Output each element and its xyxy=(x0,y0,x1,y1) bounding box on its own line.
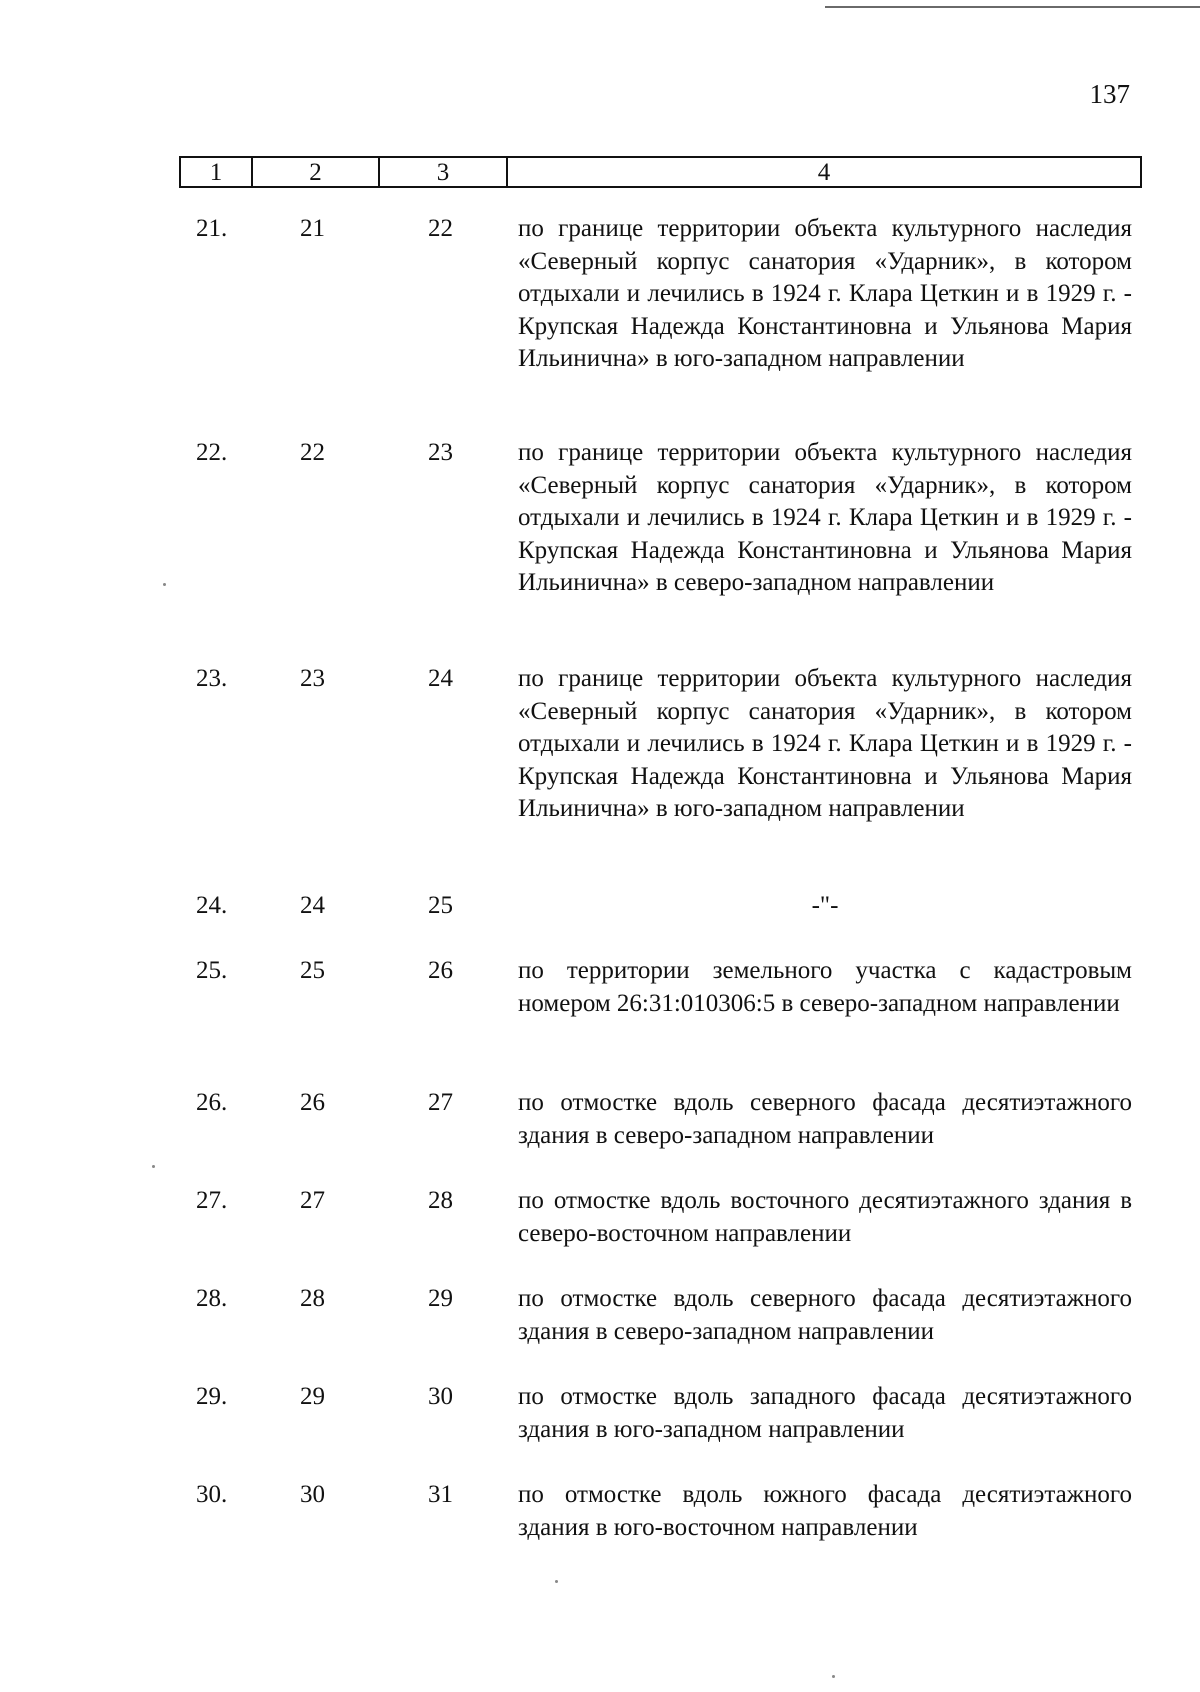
row-number: 30. xyxy=(196,1481,228,1508)
scan-speck xyxy=(163,583,166,586)
end-point: 27 xyxy=(428,1089,453,1116)
start-point: 26 xyxy=(300,1089,325,1116)
boundary-description: по отмостке вдоль северного фасада десятиэтажного здания в северо-западном направлении xyxy=(518,1285,1132,1345)
start-point: 25 xyxy=(300,957,325,984)
boundary-description: по отмостке вдоль восточного десятиэтажного здания в северо-восточном направлении xyxy=(518,1187,1132,1247)
start-point: 23 xyxy=(300,665,325,692)
row-number: 25. xyxy=(196,957,228,984)
row-number: 23. xyxy=(196,665,228,692)
boundary-description: по границе территории объекта культурного наследия «Северный корпус санатория «Ударник», в котором отдыхали и лечились в 1924 г. Клара Цеткин и в 1929 г. - Крупская Надежда Константиновна и Ульянова Мария Ильинична» в юго-западном направлении xyxy=(518,665,1132,822)
scan-speck xyxy=(832,1675,835,1678)
row-number: 22. xyxy=(196,439,228,466)
start-point: 22 xyxy=(300,439,325,466)
end-point: 25 xyxy=(428,892,453,919)
header-col-2: 2 xyxy=(253,158,380,186)
end-point: 28 xyxy=(428,1187,453,1214)
end-point: 24 xyxy=(428,665,453,692)
row-number: 28. xyxy=(196,1285,228,1312)
boundary-description: по территории земельного участка с кадастровым номером 26:31:010306:5 в северо-западном направлении xyxy=(518,957,1132,1017)
row-number: 21. xyxy=(196,215,228,242)
start-point: 21 xyxy=(300,215,325,242)
end-point: 26 xyxy=(428,957,453,984)
row-number: 24. xyxy=(196,892,228,919)
scan-speck xyxy=(152,1165,155,1168)
table-header xyxy=(179,156,1142,188)
header-col-1: 1 xyxy=(181,158,253,186)
end-point: 30 xyxy=(428,1383,453,1410)
end-point: 29 xyxy=(428,1285,453,1312)
start-point: 28 xyxy=(300,1285,325,1312)
end-point: 31 xyxy=(428,1481,453,1508)
start-point: 30 xyxy=(300,1481,325,1508)
page-number: 137 xyxy=(1089,79,1130,109)
start-point: 24 xyxy=(300,892,325,919)
ditto-mark: -"- xyxy=(811,892,839,919)
row-number: 29. xyxy=(196,1383,228,1410)
start-point: 29 xyxy=(300,1383,325,1410)
end-point: 23 xyxy=(428,439,453,466)
boundary-description: по границе территории объекта культурного наследия «Северный корпус санатория «Ударник», в котором отдыхали и лечились в 1924 г. Клара Цеткин и в 1929 г. - Крупская Надежда Константиновна и Ульянова Мария Ильинична» в юго-западном направлении xyxy=(518,215,1132,372)
start-point: 27 xyxy=(300,1187,325,1214)
header-col-4: 4 xyxy=(817,158,831,186)
top-page-rule xyxy=(825,6,1200,8)
boundary-description: по границе территории объекта культурного наследия «Северный корпус санатория «Ударник», в котором отдыхали и лечились в 1924 г. Клара Цеткин и в 1929 г. - Крупская Надежда Константиновна и Ульянова Мария Ильинична» в северо-западном направлении xyxy=(518,439,1132,596)
scan-speck xyxy=(555,1580,558,1583)
row-number: 27. xyxy=(196,1187,228,1214)
boundary-description: по отмостке вдоль южного фасада десятиэтажного здания в юго-восточном направлении xyxy=(518,1481,1132,1541)
row-number: 26. xyxy=(196,1089,228,1116)
header-col-3: 3 xyxy=(380,158,508,186)
boundary-description: по отмостке вдоль западного фасада десятиэтажного здания в юго-западном направлении xyxy=(518,1383,1132,1443)
boundary-description: по отмостке вдоль северного фасада десятиэтажного здания в северо-западном направлении xyxy=(518,1089,1132,1149)
end-point: 22 xyxy=(428,215,453,242)
